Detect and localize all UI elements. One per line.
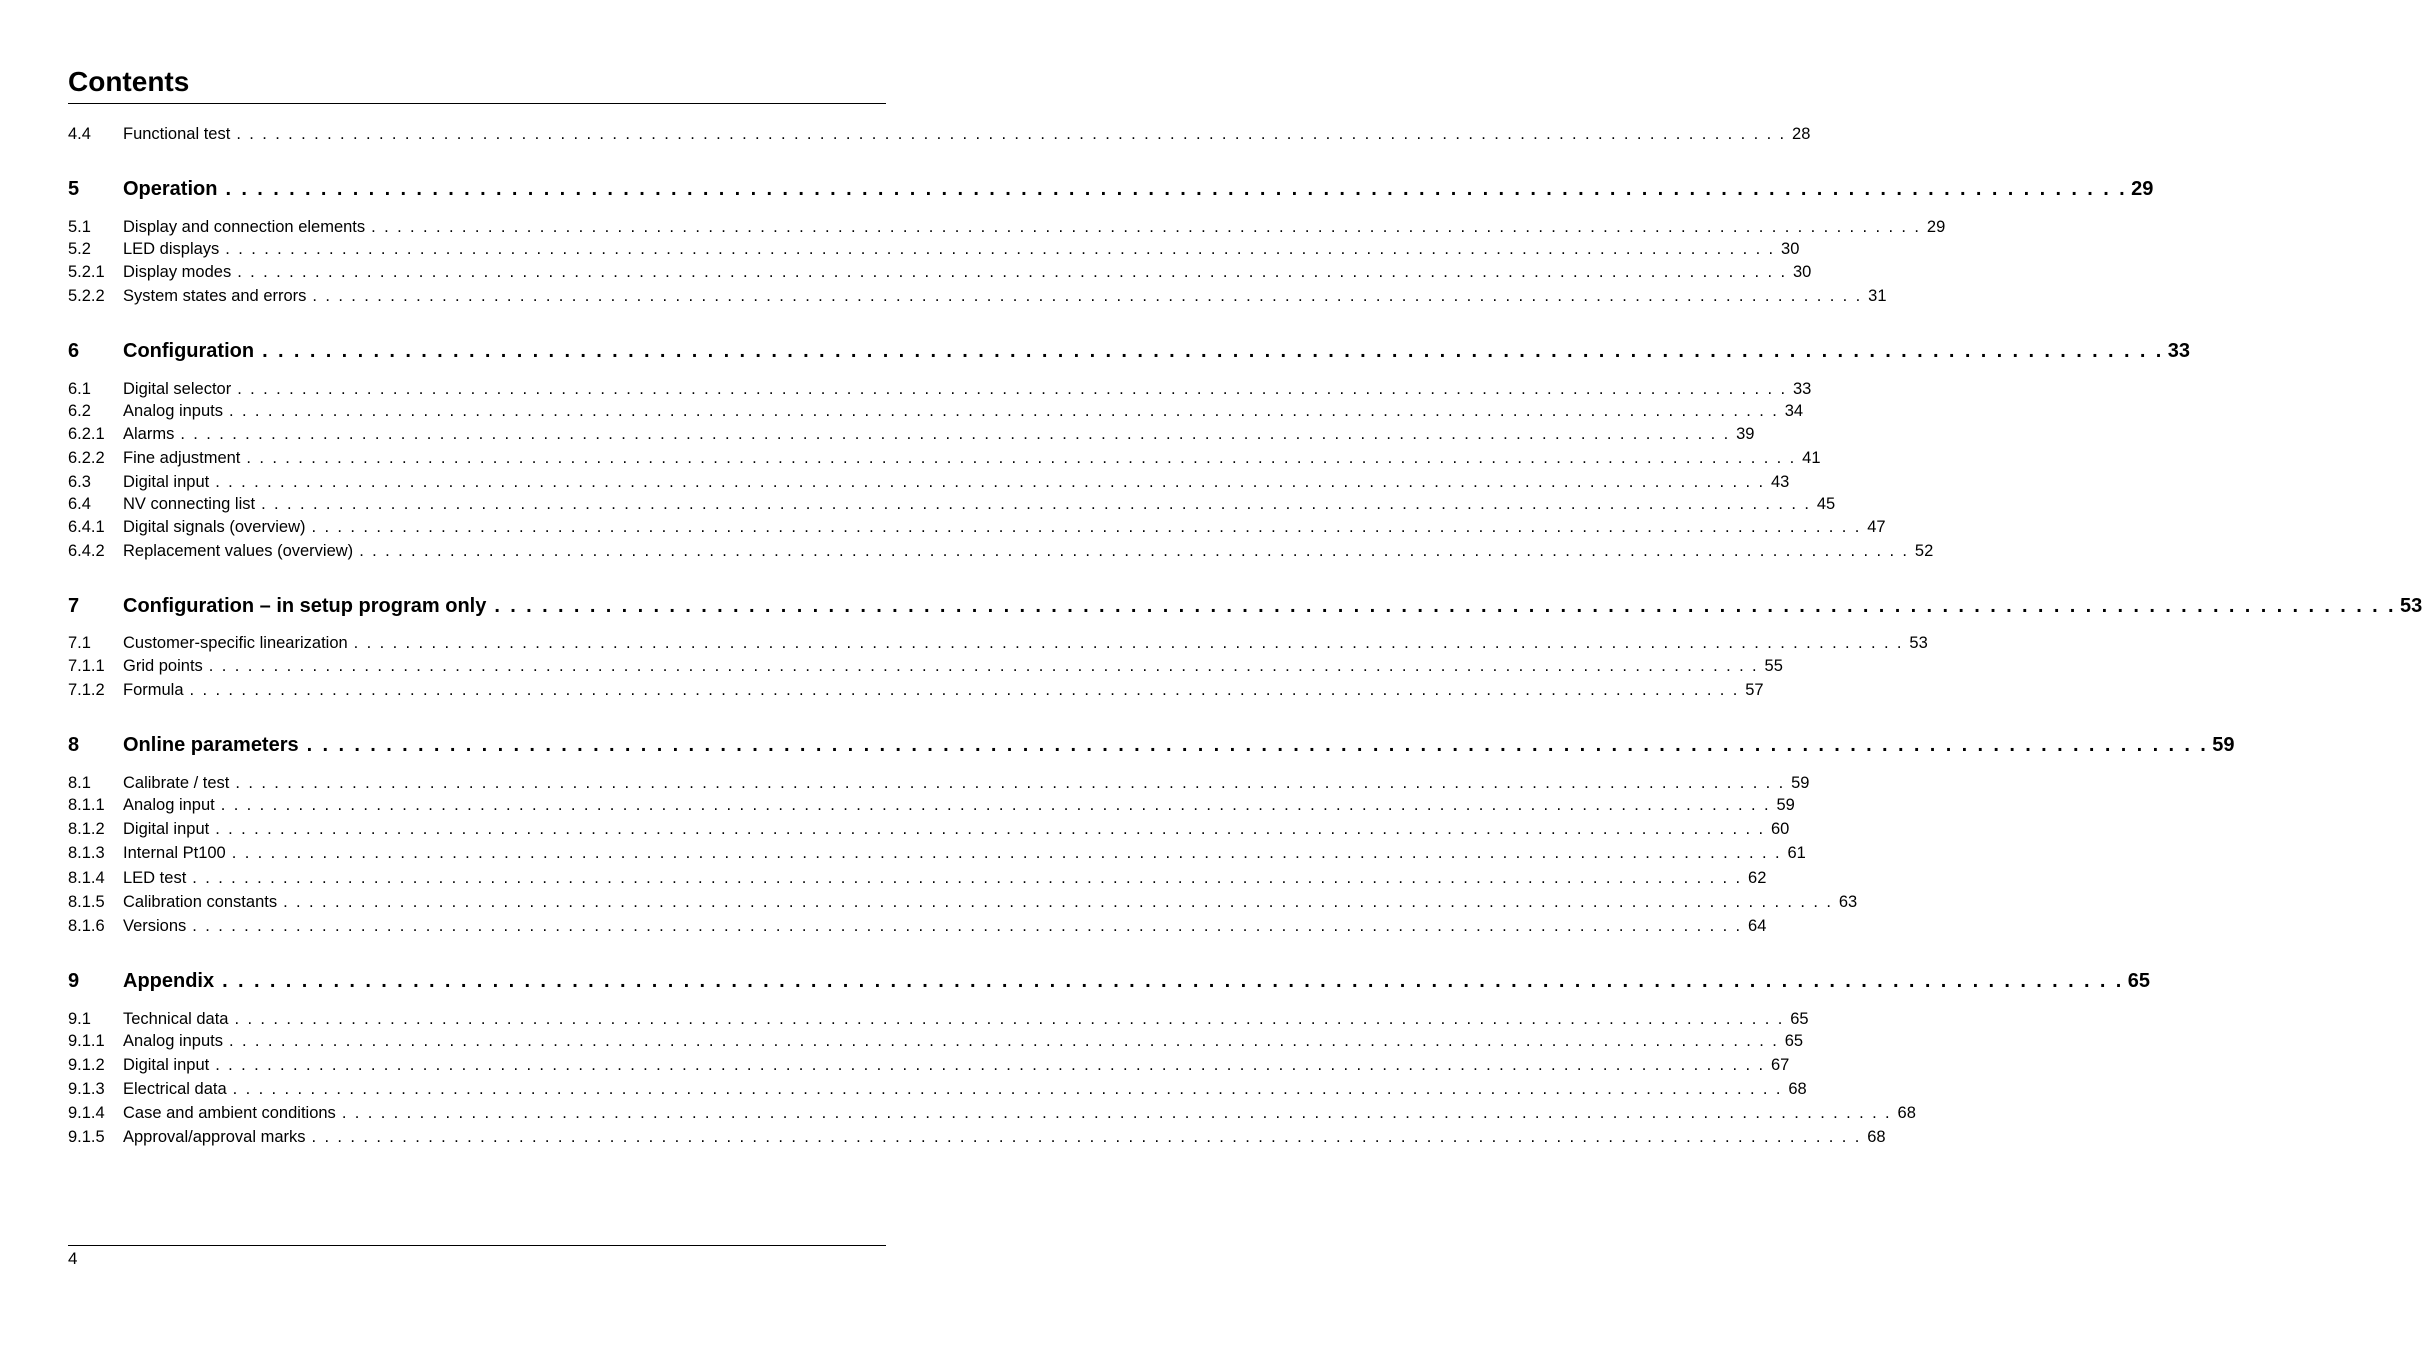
toc-entry-title: Formula [123, 681, 184, 699]
dot-leader: . . . . . . . . . . . . . . . . . . . . . . . . . . . . . . . . . . . . . . . . . . . . . . . . . . . . . . . . . . . . . . . . . . . . . . . . . . . . . . . . . . . . . . . . . . . . . . . . . . . . . . . . . . . . . . . . . . . . . . . . [311, 518, 1862, 536]
toc-entry-page: 59 [1791, 774, 1810, 792]
toc-entry-page: 45 [1816, 495, 1836, 513]
toc-entry-page: 60 [1770, 820, 1790, 838]
toc-entry-page: 30 [1792, 263, 1812, 281]
dot-leader: . . . . . . . . . . . . . . . . . . . . . . . . . . . . . . . . . . . . . . . . . . . . . . . . . . . . . . . . . . . . . . . . . . . . . . . . . . . . . . . . . . . . . . . . . . . . . . . . . . . . . . . . . . . . . . . . . . . . . . . . [371, 218, 1921, 236]
dot-leader: . . . . . . . . . . . . . . . . . . . . . . . . . . . . . . . . . . . . . . . . . . . . . . . . . . . . . . . . . . . . . . . . . . . . . . . . . . . . . . . . . . . . . . . . . . . . . . . . . . . . . . . . . . . . . . . . . . . . . . . . [237, 380, 1787, 398]
table-of-contents [68, 0, 2422, 1200]
toc-entry-title: Digital input [123, 820, 210, 838]
dot-leader: . . . . . . . . . . . . . . . . . . . . . . . . . . . . . . . . . . . . . . . . . . . . . . . . . . . . . . . . . . . . . . . . . . . . . . . . . . . . . . . . . . . . . . . . . . . . . . . . . . . . . . . . . . . . . . . . . . . . . . . . [225, 178, 2128, 200]
toc-entry-page: 68 [1788, 1080, 1807, 1098]
toc-entry-number: 8.1.3 [68, 844, 105, 862]
toc-entry-number: 6 [68, 340, 80, 362]
toc-entry-title: Appendix [123, 970, 215, 992]
toc-entry-title: Replacement values (overview) [123, 542, 354, 560]
dot-leader: . . . . . . . . . . . . . . . . . . . . . . . . . . . . . . . . . . . . . . . . . . . . . . . . . . . . . . . . . . . . . . . . . . . . . . . . . . . . . . . . . . . . . . . . . . . . . . . . . . . . . . . . . . . . . . . . . . . . . . . . [215, 820, 1765, 838]
toc-entry-page: 52 [1914, 542, 1934, 560]
toc-entry-title: Case and ambient conditions [123, 1104, 336, 1122]
dot-leader: . . . . . . . . . . . . . . . . . . . . . . . . . . . . . . . . . . . . . . . . . . . . . . . . . . . . . . . . . . . . . . . . . . . . . . . . . . . . . . . . . . . . . . . . . . . . . . . . . . . . . . . . . . . . . . . . . . . . . . . . [353, 634, 1904, 652]
toc-entry-page: 68 [1867, 1128, 1886, 1146]
toc-entry-number: 4.4 [68, 125, 91, 143]
toc-entry[interactable] [68, 263, 1812, 285]
toc-entry-number: 6.1 [68, 380, 91, 398]
toc-entry-page: 28 [1792, 125, 1811, 143]
toc-entry[interactable] [68, 1128, 1886, 1150]
toc-entry[interactable] [68, 1010, 1809, 1032]
toc-chapter-entry[interactable] [68, 734, 2235, 760]
toc-entry[interactable] [68, 287, 1887, 309]
toc-entry-title: Fine adjustment [123, 449, 241, 467]
toc-entry[interactable] [68, 380, 1812, 402]
toc-entry-title: Digital input [123, 473, 210, 491]
toc-entry-title: Analog inputs [123, 1032, 223, 1050]
toc-entry[interactable] [68, 796, 1795, 818]
toc-entry[interactable] [68, 634, 1928, 656]
dot-leader: . . . . . . . . . . . . . . . . . . . . . . . . . . . . . . . . . . . . . . . . . . . . . . . . . . . . . . . . . . . . . . . . . . . . . . . . . . . . . . . . . . . . . . . . . . . . . . . . . . . . . . . . . . . . . . . . . . . . . . . . [494, 595, 2396, 617]
dot-leader: . . . . . . . . . . . . . . . . . . . . . . . . . . . . . . . . . . . . . . . . . . . . . . . . . . . . . . . . . . . . . . . . . . . . . . . . . . . . . . . . . . . . . . . . . . . . . . . . . . . . . . . . . . . . . . . . . . . . . . . . [220, 796, 1771, 814]
toc-entry[interactable] [68, 125, 1811, 147]
toc-entry-title: Display modes [123, 263, 232, 281]
toc-entry-number: 9.1.3 [68, 1080, 105, 1098]
toc-entry-page: 59 [2212, 734, 2235, 756]
toc-entry-page: 63 [1838, 893, 1858, 911]
dot-leader: . . . . . . . . . . . . . . . . . . . . . . . . . . . . . . . . . . . . . . . . . . . . . . . . . . . . . . . . . . . . . . . . . . . . . . . . . . . . . . . . . . . . . . . . . . . . . . . . . . . . . . . . . . . . . . . . . . . . . . . . [231, 844, 1782, 862]
toc-entry-number: 6.4.2 [68, 542, 105, 560]
toc-chapter-entry[interactable] [68, 595, 2422, 621]
toc-entry-title: NV connecting list [123, 495, 256, 513]
dot-leader: . . . . . . . . . . . . . . . . . . . . . . . . . . . . . . . . . . . . . . . . . . . . . . . . . . . . . . . . . . . . . . . . . . . . . . . . . . . . . . . . . . . . . . . . . . . . . . . . . . . . . . . . . . . . . . . . . . . . . . . . [312, 287, 1863, 305]
toc-entry-number: 6.2.2 [68, 449, 105, 467]
toc-entry-title: Calibrate / test [123, 774, 230, 792]
toc-entry-title: Technical data [123, 1010, 229, 1028]
toc-entry-number: 9.1 [68, 1010, 91, 1028]
toc-entry-number: 8.1 [68, 774, 91, 792]
toc-entry-page: 31 [1868, 287, 1887, 305]
toc-entry-page: 61 [1787, 844, 1806, 862]
dot-leader: . . . . . . . . . . . . . . . . . . . . . . . . . . . . . . . . . . . . . . . . . . . . . . . . . . . . . . . . . . . . . . . . . . . . . . . . . . . . . . . . . . . . . . . . . . . . . . . . . . . . . . . . . . . . . . . . . . . . . . . . [306, 734, 2209, 756]
toc-entry-number: 7 [68, 595, 80, 617]
dot-leader: . . . . . . . . . . . . . . . . . . . . . . . . . . . . . . . . . . . . . . . . . . . . . . . . . . . . . . . . . . . . . . . . . . . . . . . . . . . . . . . . . . . . . . . . . . . . . . . . . . . . . . . . . . . . . . . . . . . . . . . . [237, 263, 1787, 281]
dot-leader: . . . . . . . . . . . . . . . . . . . . . . . . . . . . . . . . . . . . . . . . . . . . . . . . . . . . . . . . . . . . . . . . . . . . . . . . . . . . . . . . . . . . . . . . . . . . . . . . . . . . . . . . . . . . . . . . . . . . . . . . [246, 449, 1797, 467]
toc-entry-number: 8.1.1 [68, 796, 105, 814]
toc-entry-number: 8.1.5 [68, 893, 105, 911]
toc-entry[interactable] [68, 774, 1810, 796]
toc-entry-page: 67 [1770, 1056, 1790, 1074]
toc-entry-number: 9.1.2 [68, 1056, 105, 1074]
toc-entry[interactable] [68, 844, 1806, 866]
toc-entry-title: Versions [123, 917, 187, 935]
toc-entry-page: 62 [1748, 869, 1767, 887]
toc-entry-page: 30 [1781, 240, 1800, 258]
toc-entry-page: 33 [2167, 340, 2190, 362]
toc-entry-number: 7.1.2 [68, 681, 105, 699]
toc-entry-number: 5.2.2 [68, 287, 105, 305]
toc-entry-page: 43 [1770, 473, 1790, 491]
dot-leader: . . . . . . . . . . . . . . . . . . . . . . . . . . . . . . . . . . . . . . . . . . . . . . . . . . . . . . . . . . . . . . . . . . . . . . . . . . . . . . . . . . . . . . . . . . . . . . . . . . . . . . . . . . . . . . . . . . . . . . . . [225, 240, 1776, 258]
toc-entry-page: 65 [1784, 1032, 1804, 1050]
toc-entry-title: Digital input [123, 1056, 210, 1074]
toc-entry-number: 9.1.5 [68, 1128, 105, 1146]
toc-entry[interactable] [68, 473, 1790, 495]
dot-leader: . . . . . . . . . . . . . . . . . . . . . . . . . . . . . . . . . . . . . . . . . . . . . . . . . . . . . . . . . . . . . . . . . . . . . . . . . . . . . . . . . . . . . . . . . . . . . . . . . . . . . . . . . . . . . . . . . . . . . . . . [189, 681, 1740, 699]
toc-entry-title: Display and connection elements [123, 218, 366, 236]
toc-entry-title: Online parameters [123, 734, 299, 756]
toc-entry-title: Calibration constants [123, 893, 278, 911]
dot-leader: . . . . . . . . . . . . . . . . . . . . . . . . . . . . . . . . . . . . . . . . . . . . . . . . . . . . . . . . . . . . . . . . . . . . . . . . . . . . . . . . . . . . . . . . . . . . . . . . . . . . . . . . . . . . . . . . . . . . . . . . [236, 125, 1787, 143]
toc-entry-number: 9.1.1 [68, 1032, 105, 1050]
toc-entry[interactable] [68, 1056, 1790, 1078]
toc-entry-page: 65 [2127, 970, 2151, 992]
footer-rule [68, 1245, 886, 1246]
toc-entry[interactable] [68, 1104, 1916, 1126]
toc-entry[interactable] [68, 495, 1836, 517]
toc-entry-number: 6.4 [68, 495, 91, 513]
toc-entry-title: LED test [123, 869, 187, 887]
toc-entry[interactable] [68, 820, 1790, 842]
toc-entry-page: 33 [1792, 380, 1812, 398]
toc-entry-title: Digital signals (overview) [123, 518, 306, 536]
toc-entry-title: Approval/approval marks [123, 1128, 306, 1146]
toc-entry-title: Functional test [123, 125, 231, 143]
toc-chapter-entry[interactable] [68, 178, 2154, 204]
page-title: Contents [68, 66, 190, 97]
toc-entry-page: 57 [1745, 681, 1764, 699]
toc-entry-page: 47 [1867, 518, 1886, 536]
toc-entry[interactable] [68, 402, 1804, 424]
toc-entry-number: 6.3 [68, 473, 91, 491]
toc-entry-number: 5.2.1 [68, 263, 105, 281]
dot-leader: . . . . . . . . . . . . . . . . . . . . . . . . . . . . . . . . . . . . . . . . . . . . . . . . . . . . . . . . . . . . . . . . . . . . . . . . . . . . . . . . . . . . . . . . . . . . . . . . . . . . . . . . . . . . . . . . . . . . . . . . [229, 402, 1779, 420]
toc-chapter-entry[interactable] [68, 970, 2151, 996]
dot-leader: . . . . . . . . . . . . . . . . . . . . . . . . . . . . . . . . . . . . . . . . . . . . . . . . . . . . . . . . . . . . . . . . . . . . . . . . . . . . . . . . . . . . . . . . . . . . . . . . . . . . . . . . . . . . . . . . . . . . . . . . [261, 495, 1811, 513]
toc-entry[interactable] [68, 1032, 1804, 1054]
toc-entry-title: Grid points [123, 657, 203, 675]
dot-leader: . . . . . . . . . . . . . . . . . . . . . . . . . . . . . . . . . . . . . . . . . . . . . . . . . . . . . . . . . . . . . . . . . . . . . . . . . . . . . . . . . . . . . . . . . . . . . . . . . . . . . . . . . . . . . . . . . . . . . . . . [283, 893, 1833, 911]
toc-entry[interactable] [68, 657, 1783, 679]
dot-leader: . . . . . . . . . . . . . . . . . . . . . . . . . . . . . . . . . . . . . . . . . . . . . . . . . . . . . . . . . . . . . . . . . . . . . . . . . . . . . . . . . . . . . . . . . . . . . . . . . . . . . . . . . . . . . . . . . . . . . . . . [229, 1032, 1779, 1050]
toc-chapter-entry[interactable] [68, 340, 2190, 366]
toc-entry-number: 7.1.1 [68, 657, 105, 675]
toc-entry-page: 29 [2131, 178, 2154, 200]
toc-entry[interactable] [68, 518, 1886, 540]
dot-leader: . . . . . . . . . . . . . . . . . . . . . . . . . . . . . . . . . . . . . . . . . . . . . . . . . . . . . . . . . . . . . . . . . . . . . . . . . . . . . . . . . . . . . . . . . . . . . . . . . . . . . . . . . . . . . . . . . . . . . . . . [215, 473, 1765, 491]
dot-leader: . . . . . . . . . . . . . . . . . . . . . . . . . . . . . . . . . . . . . . . . . . . . . . . . . . . . . . . . . . . . . . . . . . . . . . . . . . . . . . . . . . . . . . . . . . . . . . . . . . . . . . . . . . . . . . . . . . . . . . . . [222, 970, 2124, 992]
toc-entry-page: 65 [1790, 1010, 1809, 1028]
toc-entry-page: 41 [1802, 449, 1821, 467]
toc-entry-number: 9.1.4 [68, 1104, 105, 1122]
toc-entry-number: 6.2.1 [68, 425, 105, 443]
toc-entry-number: 7.1 [68, 634, 91, 652]
toc-entry-page: 34 [1784, 402, 1804, 420]
dot-leader: . . . . . . . . . . . . . . . . . . . . . . . . . . . . . . . . . . . . . . . . . . . . . . . . . . . . . . . . . . . . . . . . . . . . . . . . . . . . . . . . . . . . . . . . . . . . . . . . . . . . . . . . . . . . . . . . . . . . . . . . [311, 1128, 1862, 1146]
dot-leader: . . . . . . . . . . . . . . . . . . . . . . . . . . . . . . . . . . . . . . . . . . . . . . . . . . . . . . . . . . . . . . . . . . . . . . . . . . . . . . . . . . . . . . . . . . . . . . . . . . . . . . . . . . . . . . . . . . . . . . . . [192, 917, 1743, 935]
toc-entry-number: 8.1.6 [68, 917, 105, 935]
toc-entry[interactable] [68, 542, 1934, 564]
toc-entry-number: 6.2 [68, 402, 91, 420]
toc-entry-title: Configuration – in setup program only [123, 595, 487, 617]
dot-leader: . . . . . . . . . . . . . . . . . . . . . . . . . . . . . . . . . . . . . . . . . . . . . . . . . . . . . . . . . . . . . . . . . . . . . . . . . . . . . . . . . . . . . . . . . . . . . . . . . . . . . . . . . . . . . . . . . . . . . . . . [234, 1010, 1785, 1028]
toc-entry-number: 8.1.2 [68, 820, 105, 838]
toc-entry-title: Configuration [123, 340, 255, 362]
toc-entry[interactable] [68, 449, 1821, 471]
toc-entry-title: System states and errors [123, 287, 307, 305]
toc-entry-number: 9 [68, 970, 80, 992]
dot-leader: . . . . . . . . . . . . . . . . . . . . . . . . . . . . . . . . . . . . . . . . . . . . . . . . . . . . . . . . . . . . . . . . . . . . . . . . . . . . . . . . . . . . . . . . . . . . . . . . . . . . . . . . . . . . . . . . . . . . . . . . [235, 774, 1786, 792]
toc-entry-page: 29 [1926, 218, 1946, 236]
toc-entry-number: 5.2 [68, 240, 91, 258]
toc-entry-title: Analog inputs [123, 402, 223, 420]
toc-entry-title: Internal Pt100 [123, 844, 226, 862]
toc-entry-page: 59 [1776, 796, 1795, 814]
toc-entry[interactable] [68, 917, 1767, 939]
toc-entry-title: Operation [123, 178, 218, 200]
toc-entry-page: 39 [1736, 425, 1755, 443]
toc-entry-number: 8.1.4 [68, 869, 105, 887]
toc-entry-page: 53 [2399, 595, 2422, 617]
toc-entry[interactable] [68, 218, 1946, 240]
toc-entry-title: Customer-specific linearization [123, 634, 348, 652]
toc-entry-title: Analog input [123, 796, 215, 814]
toc-entry[interactable] [68, 681, 1764, 703]
dot-leader: . . . . . . . . . . . . . . . . . . . . . . . . . . . . . . . . . . . . . . . . . . . . . . . . . . . . . . . . . . . . . . . . . . . . . . . . . . . . . . . . . . . . . . . . . . . . . . . . . . . . . . . . . . . . . . . . . . . . . . . . [215, 1056, 1765, 1074]
toc-entry[interactable] [68, 1080, 1807, 1102]
toc-entry-page: 68 [1897, 1104, 1916, 1122]
toc-entry-page: 55 [1764, 657, 1783, 675]
dot-leader: . . . . . . . . . . . . . . . . . . . . . . . . . . . . . . . . . . . . . . . . . . . . . . . . . . . . . . . . . . . . . . . . . . . . . . . . . . . . . . . . . . . . . . . . . . . . . . . . . . . . . . . . . . . . . . . . . . . . . . . . [208, 657, 1759, 675]
toc-entry-number: 8 [68, 734, 80, 756]
toc-entry-title: Electrical data [123, 1080, 227, 1098]
page-number: 4 [68, 1249, 78, 1268]
toc-entry[interactable] [68, 240, 1800, 262]
toc-entry-number: 6.4.1 [68, 518, 105, 536]
toc-entry-title: Alarms [123, 425, 175, 443]
toc-entry[interactable] [68, 869, 1767, 891]
dot-leader: . . . . . . . . . . . . . . . . . . . . . . . . . . . . . . . . . . . . . . . . . . . . . . . . . . . . . . . . . . . . . . . . . . . . . . . . . . . . . . . . . . . . . . . . . . . . . . . . . . . . . . . . . . . . . . . . . . . . . . . . [359, 542, 1909, 560]
toc-entry-page: 64 [1748, 917, 1767, 935]
toc-entry-page: 53 [1909, 634, 1928, 652]
dot-leader: . . . . . . . . . . . . . . . . . . . . . . . . . . . . . . . . . . . . . . . . . . . . . . . . . . . . . . . . . . . . . . . . . . . . . . . . . . . . . . . . . . . . . . . . . . . . . . . . . . . . . . . . . . . . . . . . . . . . . . . . [192, 869, 1743, 887]
toc-entry[interactable] [68, 893, 1858, 915]
toc-entry-number: 5 [68, 178, 80, 200]
toc-entry-title: Digital selector [123, 380, 232, 398]
dot-leader: . . . . . . . . . . . . . . . . . . . . . . . . . . . . . . . . . . . . . . . . . . . . . . . . . . . . . . . . . . . . . . . . . . . . . . . . . . . . . . . . . . . . . . . . . . . . . . . . . . . . . . . . . . . . . . . . . . . . . . . . [341, 1104, 1892, 1122]
dot-leader: . . . . . . . . . . . . . . . . . . . . . . . . . . . . . . . . . . . . . . . . . . . . . . . . . . . . . . . . . . . . . . . . . . . . . . . . . . . . . . . . . . . . . . . . . . . . . . . . . . . . . . . . . . . . . . . . . . . . . . . . [180, 425, 1731, 443]
dot-leader: . . . . . . . . . . . . . . . . . . . . . . . . . . . . . . . . . . . . . . . . . . . . . . . . . . . . . . . . . . . . . . . . . . . . . . . . . . . . . . . . . . . . . . . . . . . . . . . . . . . . . . . . . . . . . . . . . . . . . . . . [232, 1080, 1783, 1098]
toc-entry-number: 5.1 [68, 218, 91, 236]
dot-leader: . . . . . . . . . . . . . . . . . . . . . . . . . . . . . . . . . . . . . . . . . . . . . . . . . . . . . . . . . . . . . . . . . . . . . . . . . . . . . . . . . . . . . . . . . . . . . . . . . . . . . . . . . . . . . . . . . . . . . . . . [262, 340, 2164, 362]
toc-entry[interactable] [68, 425, 1755, 447]
toc-entry-title: LED displays [123, 240, 220, 258]
